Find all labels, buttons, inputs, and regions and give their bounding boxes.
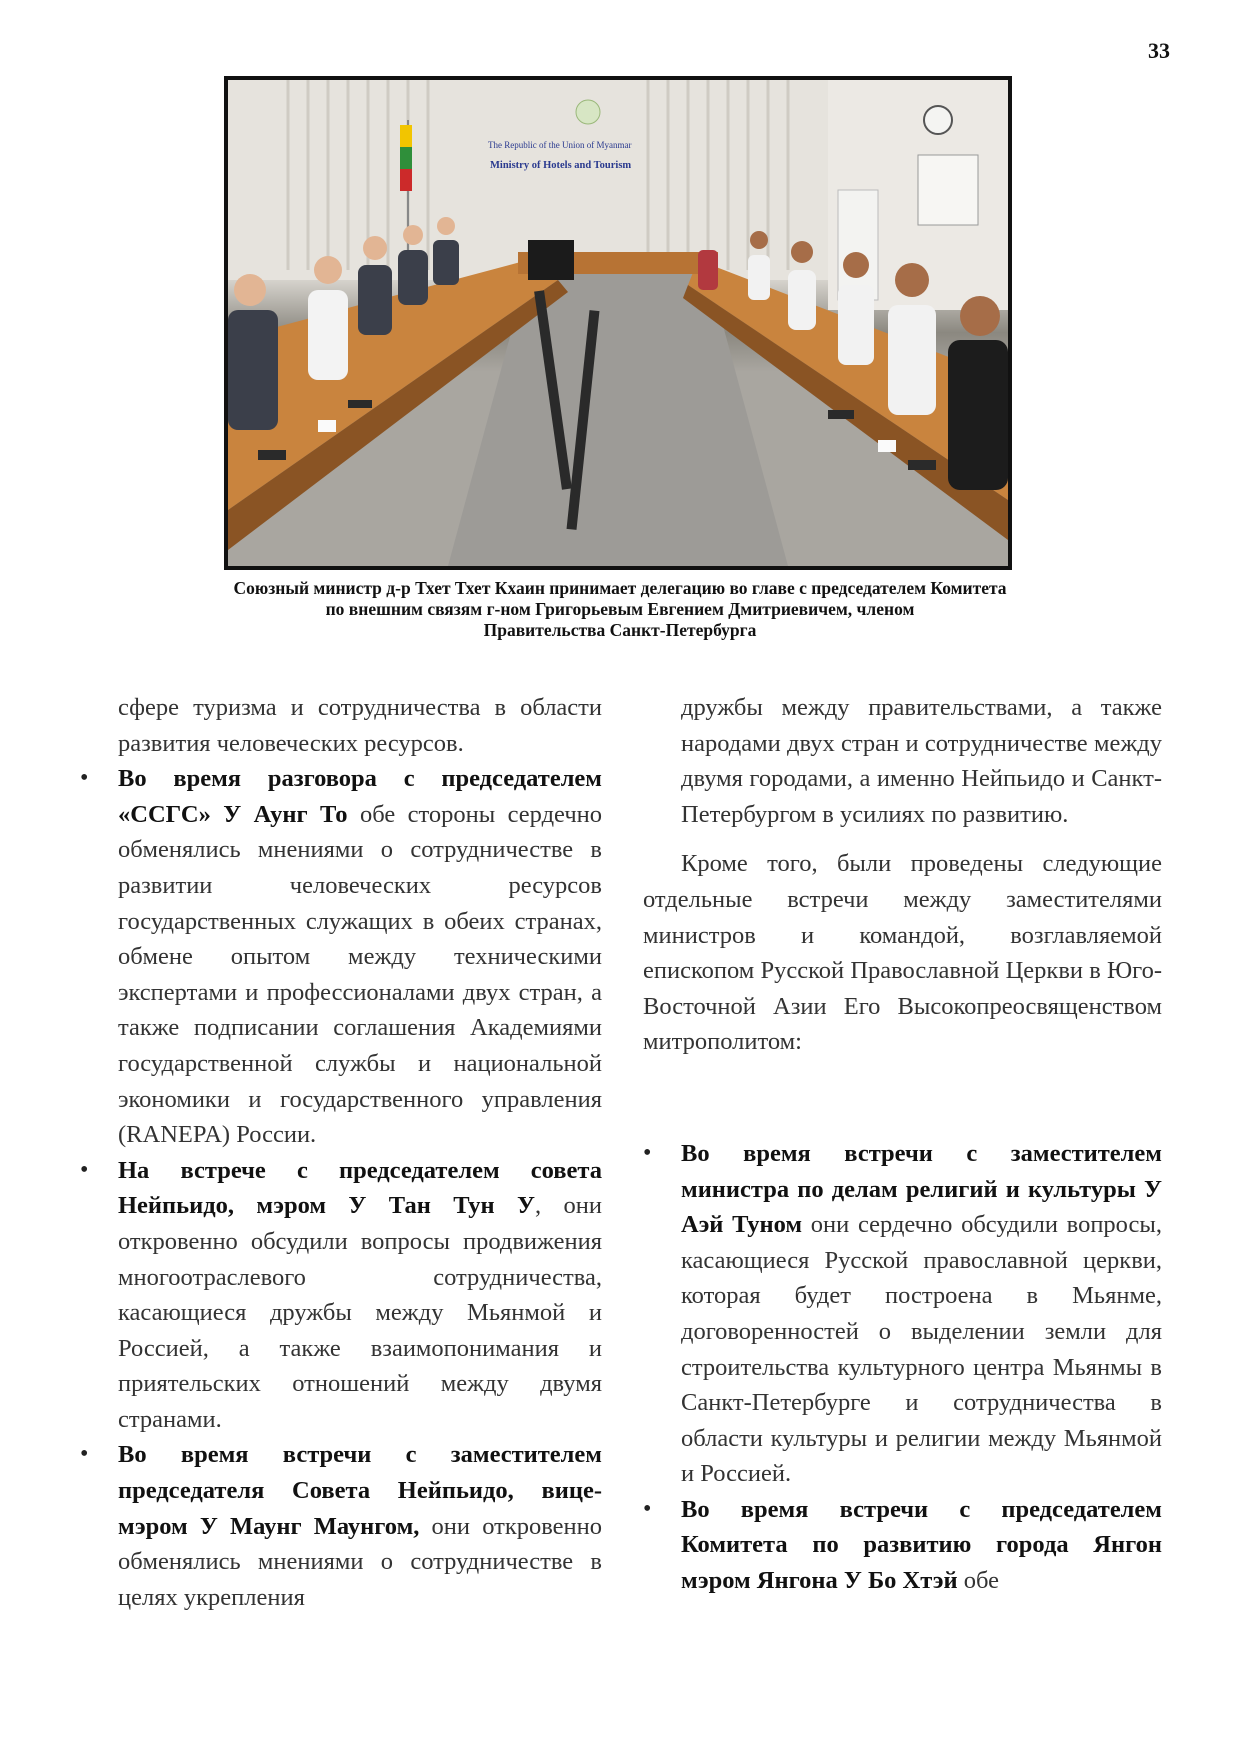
list-item-text: они откровенно обменялись мнениями о сотрудничестве в целях укрепления [118, 1512, 603, 1611]
list-item [118, 1153, 602, 1438]
photo-sign-line1: The Republic of the Union of Myanmar [488, 140, 632, 150]
meeting-photo-illustration [228, 80, 1008, 566]
list-item-bold: Во время встречи с заместителем председателя Совета Нейпьидо, вице-мэром У Маунг Маунгом, [118, 1441, 602, 1540]
list-item-bold: Во время встречи с председателем Комитета по развитию города Янгон мэром Янгона У Бо Хтэй [681, 1495, 1162, 1595]
list-item [118, 761, 602, 1153]
list-item-bold: Во время встречи с заместителем министра по делам религий и культуры У Аэй Туном [681, 1139, 1162, 1239]
list-item-text: обе [957, 1567, 999, 1595]
meeting-photo [224, 76, 1012, 570]
list-item-bold: Во время разговора с председателем «ССГС» У Аунг То [118, 765, 602, 828]
right-bullet-list [643, 1136, 1162, 1599]
caption-line-2: по внешним связям г-ном Григорьевым Евгением Дмитриевичем, членом [325, 599, 915, 619]
list-item [118, 1437, 602, 1615]
list-item-bold: На встрече с председателем совета Нейпьидо, мэром У Тан Тун У [118, 1156, 602, 1220]
list-item-text: обе стороны сердечно обменялись мнениями о сотрудничестве в развитии человеческих ресурсов государственных служащих в обеих странах, обмене опытом между техническими экспертами и профессионалами двух стран, а также подписании соглашения Академиями государственной службы и национальной экономики и государственного управления (RANEPA) России. [118, 800, 603, 1149]
caption-line-3: Правительства Санкт-Петербурга [483, 620, 757, 640]
list-item [681, 1492, 1162, 1599]
list-item [681, 1136, 1162, 1492]
left-column [118, 690, 602, 1615]
left-bullet-list [118, 761, 602, 1615]
photo-caption [140, 578, 1100, 641]
page-number: 33 [1148, 38, 1170, 63]
right-paragraph: Кроме того, были проведены следующие отдельные встречи между заместителями министров и командой, возглавляемой епископом Русской Православной Церкви в Юго-Восточной Азии Его Высокопреосвященством митрополитом: [643, 850, 1162, 1056]
left-continuation-text: сфере туризма и сотрудничества в области развития человеческих ресурсов. [118, 694, 602, 757]
right-column [643, 690, 1162, 1599]
list-item-text: они сердечно обсудили вопросы, касающиеся Русской православной церкви, которая будет построена в Мьянме, договоренностей о выделении земли для строительства культурного центра Мьянмы в Санкт-Петербурге и сотрудничества в области культуры и религии между Мьянмой и Россией. [681, 1211, 1162, 1488]
right-continuation-text: дружбы между правительствами, а также народами двух стран и сотрудничестве между двумя городами, а именно Нейпьидо и Санкт-Петербургом в усилиях по развитию. [681, 694, 1162, 828]
list-item-text: , они откровенно обсудили вопросы продвижения многоотраслевого сотрудничества, касающиеся дружбы между Мьянмой и Россией, а также взаимопонимания и приятельских отношений между двумя странами. [118, 1192, 602, 1433]
caption-line-1: Союзный министр д-р Тхет Тхет Кхаин принимает делегацию во главе с председателем Комитета [233, 578, 1007, 598]
photo-sign-line2: Ministry of Hotels and Tourism [490, 160, 632, 171]
